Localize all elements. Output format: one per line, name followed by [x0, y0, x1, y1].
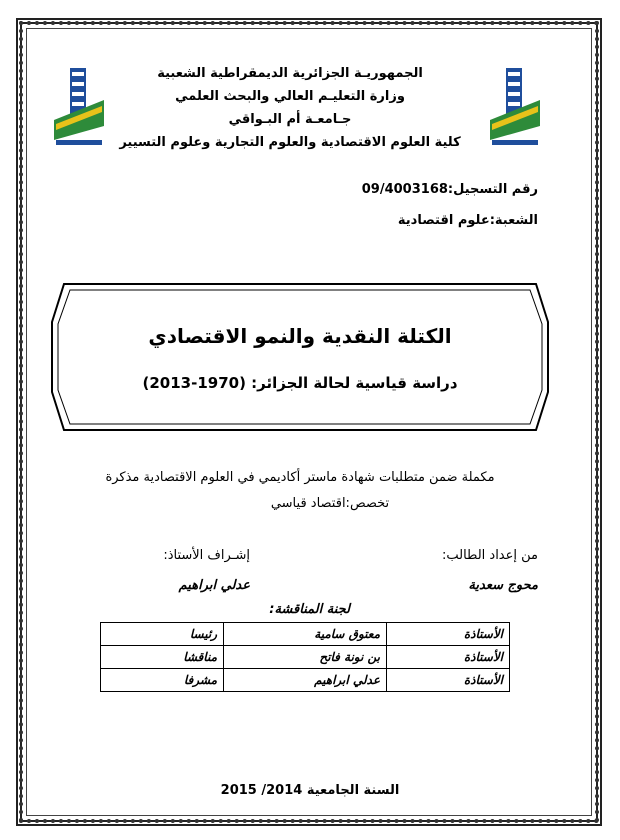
- committee-member-title: الأستاذة: [387, 669, 510, 692]
- university-logo-right-icon: [486, 60, 544, 150]
- committee-title: لجنة المناقشة:: [269, 602, 350, 617]
- academic-year: السنة الجامعية 2014/ 2015: [220, 783, 400, 798]
- committee-member-name: عدلي ابراهيم: [224, 669, 387, 692]
- branch-label: الشعبة:علوم اقتصادية: [397, 213, 538, 228]
- student-label: من إعداد الطالب:: [441, 548, 538, 563]
- table-row: [101, 669, 510, 692]
- university-name: جـامعـة أم البـواقي: [228, 112, 352, 127]
- committee-member-name: معتوق سامية: [224, 623, 387, 646]
- committee-table: [100, 622, 510, 692]
- supervisor-label: إشـراف الأستاذ:: [163, 548, 250, 563]
- committee-member-role: رئيسا: [101, 623, 224, 646]
- table-row: [101, 646, 510, 669]
- ministry-name: وزارة التعليـم العالي والبحث العلمي: [175, 89, 405, 104]
- supervisor-name: عدلي ابراهيم: [178, 578, 250, 593]
- committee-member-title: الأستاذة: [387, 623, 510, 646]
- committee-member-name: بن نونة فاتح: [224, 646, 387, 669]
- faculty-name: كلية العلوم الاقتصادية والعلوم التجارية وعلوم التسيير: [119, 135, 461, 150]
- university-logo-left-icon: [50, 60, 108, 150]
- institution-header: [110, 62, 470, 154]
- specialization: تخصص:اقتصاد قياسي: [270, 496, 390, 511]
- committee-member-role: مناقشا: [101, 646, 224, 669]
- title-frame-shape: [50, 282, 550, 432]
- registration-number: رقم التسجيل:09/4003168: [361, 182, 538, 197]
- country-name: الجمهوريـة الجزائرية الديمقراطية الشعبية: [157, 66, 423, 81]
- table-row: [101, 623, 510, 646]
- committee-member-role: مشرفا: [101, 669, 224, 692]
- thesis-description: مكملة ضمن متطلبات شهادة ماستر أكاديمي في العلوم الاقتصادية مذكرة: [105, 470, 495, 485]
- title-box: [50, 282, 550, 432]
- thesis-title: الكتلة النقدية والنمو الاقتصادي: [148, 324, 452, 348]
- thesis-subtitle: دراسة قياسية لحالة الجزائر: (1970-2013): [142, 374, 458, 392]
- student-name: محوج سعدية: [468, 578, 538, 593]
- committee-member-title: الأستاذة: [387, 646, 510, 669]
